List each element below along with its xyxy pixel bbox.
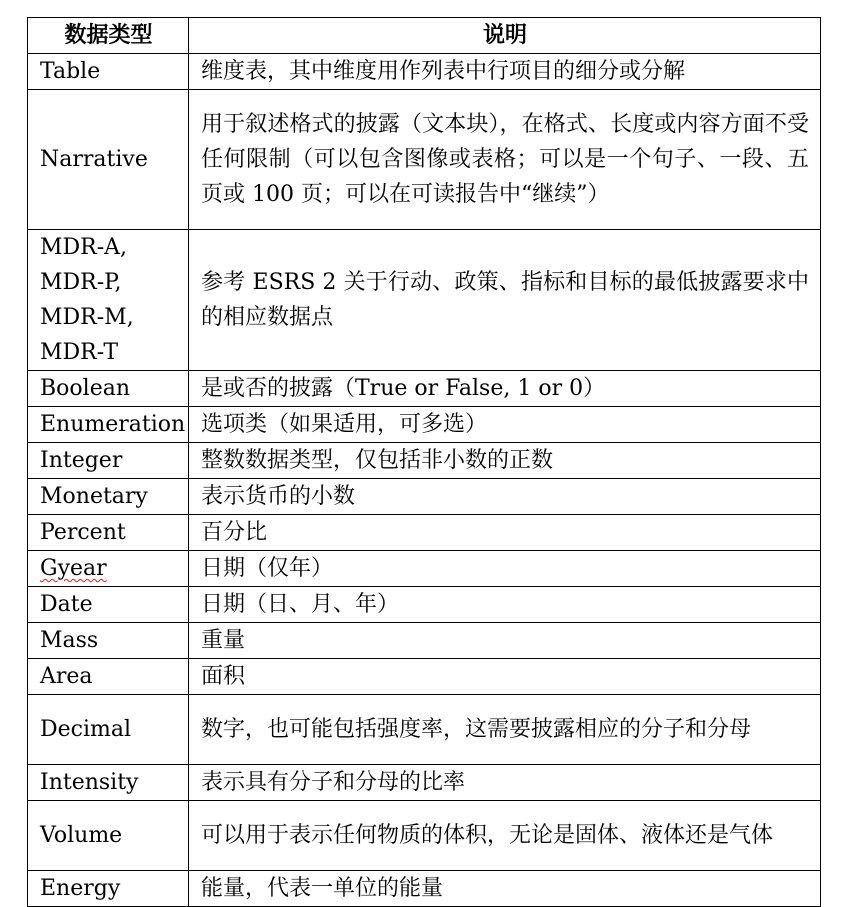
type-cell: Enumeration [28, 407, 189, 443]
type-cell: Volume [28, 801, 189, 871]
description-cell: 用于叙述格式的披露（文本块），在格式、长度或内容方面不受任何限制（可以包含图像或表格；可以是一个句子、一段、五页或 100 页；可以在可读报告中“继续”） [189, 90, 821, 230]
description-cell: 参考 ESRS 2 关于行动、政策、指标和目标的最低披露要求中的相应数据点 [189, 230, 821, 371]
description-cell: 整数数据类型，仅包括非小数的正数 [189, 443, 821, 479]
description-cell: 百分比 [189, 515, 821, 551]
description-cell: 维度表，其中维度用作列表中行项目的细分或分解 [189, 54, 821, 90]
type-cell: Mass [28, 623, 189, 659]
table-row [28, 515, 821, 551]
type-cell: Decimal [28, 695, 189, 765]
table-row [28, 659, 821, 695]
type-cell: Energy [28, 871, 189, 907]
type-cell: Integer [28, 443, 189, 479]
type-cell: Boolean [28, 371, 189, 407]
type-cell: Narrative [28, 90, 189, 230]
data-type-table [27, 17, 821, 907]
table-row [28, 54, 821, 90]
table-row [28, 90, 821, 230]
type-cell: Table [28, 54, 189, 90]
description-cell: 表示具有分子和分母的比率 [189, 765, 821, 801]
header-data-type: 数据类型 [28, 18, 189, 54]
description-cell: 日期（日、月、年） [189, 587, 821, 623]
description-cell: 日期（仅年） [189, 551, 821, 587]
type-cell: Area [28, 659, 189, 695]
table-row [28, 407, 821, 443]
description-cell: 数字，也可能包括强度率，这需要披露相应的分子和分母 [189, 695, 821, 765]
description-cell: 重量 [189, 623, 821, 659]
spellcheck-underlined-text: Gyear [40, 556, 107, 581]
type-cell: Monetary [28, 479, 189, 515]
description-cell: 能量，代表一单位的能量 [189, 871, 821, 907]
type-cell: MDR-A, MDR-P, MDR-M, MDR-T [28, 230, 189, 371]
header-description: 说明 [189, 18, 821, 54]
table-row [28, 623, 821, 659]
description-cell: 可以用于表示任何物质的体积，无论是固体、液体还是气体 [189, 801, 821, 871]
table-row [28, 587, 821, 623]
description-cell: 表示货币的小数 [189, 479, 821, 515]
description-cell: 面积 [189, 659, 821, 695]
table-row [28, 801, 821, 871]
type-cell: Date [28, 587, 189, 623]
table-row [28, 443, 821, 479]
description-cell: 是或否的披露（True or False, 1 or 0） [189, 371, 821, 407]
type-cell: Intensity [28, 765, 189, 801]
table-row [28, 695, 821, 765]
header-row [28, 18, 821, 54]
table-row [28, 765, 821, 801]
table-row [28, 551, 821, 587]
table-row [28, 371, 821, 407]
type-cell [28, 551, 189, 587]
description-cell: 选项类（如果适用，可多选） [189, 407, 821, 443]
table-row [28, 479, 821, 515]
table-row [28, 871, 821, 907]
type-cell: Percent [28, 515, 189, 551]
table-row [28, 230, 821, 371]
